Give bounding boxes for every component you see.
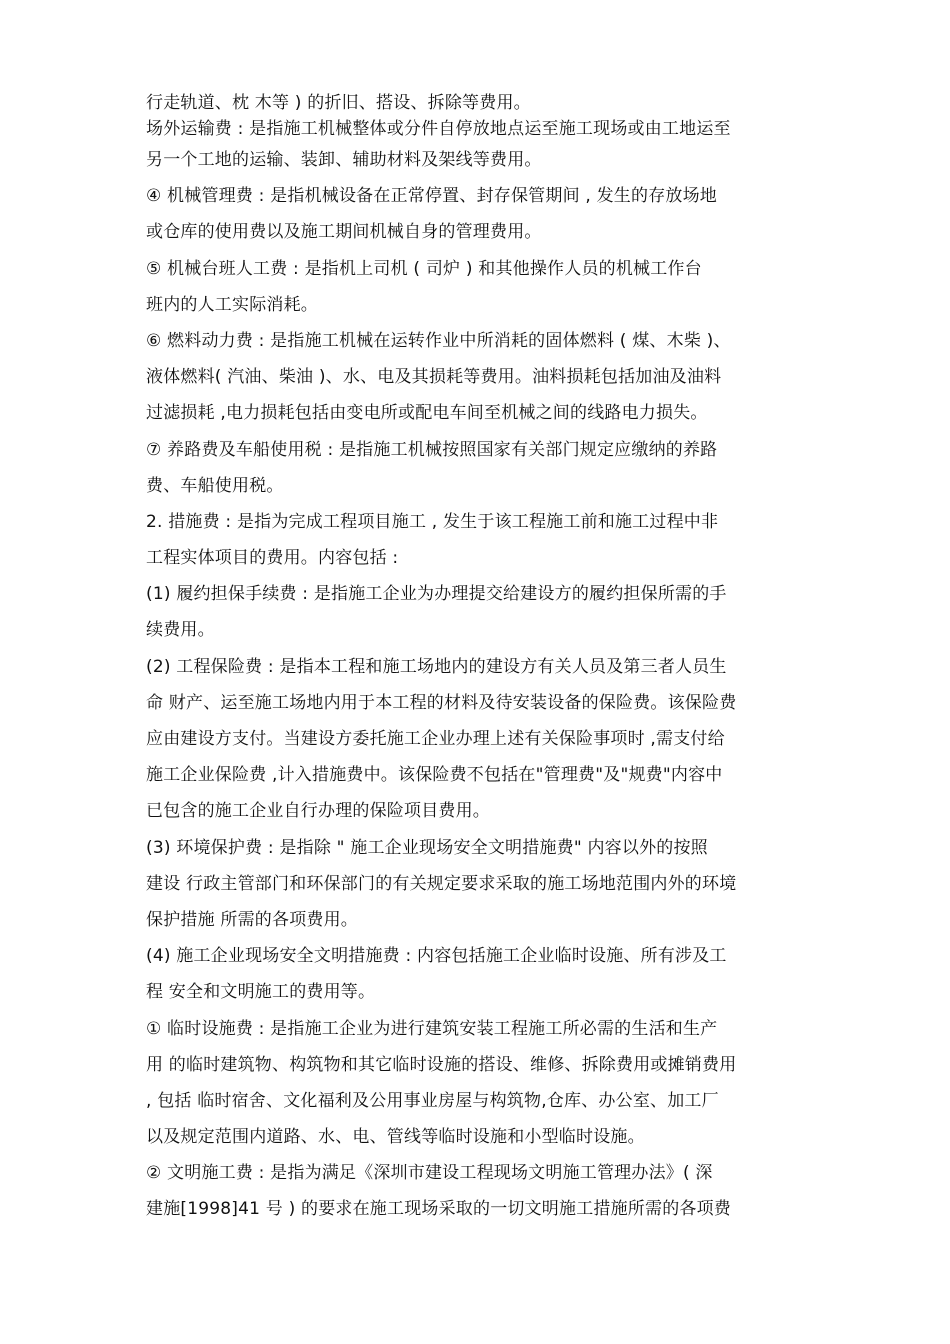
text-line: (4) 施工企业现场安全文明措施费 : 内容包括施工企业临时设施、所有涉及工 [146, 946, 727, 967]
text-line: 建施[1998]41 号 ) 的要求在施工现场采取的一切文明施工措施所需的各项费 [146, 1199, 732, 1220]
text-line: , 包括 临时宿舍、文化福利及公用事业房屋与构筑物,仓库、办公室、加工厂 [146, 1090, 719, 1111]
body-text [146, 90, 816, 1228]
text-line: ② 文明施工费 : 是指为满足《深圳市建设工程现场文明施工管理办法》( 深 [146, 1163, 713, 1184]
text-line: 已包含的施工企业自行办理的保险项目费用。 [146, 801, 490, 822]
text-line: 行走轨道、枕 木等 ) 的折旧、搭设、拆除等费用。 [146, 93, 531, 113]
text-line: 费、车船使用税。 [146, 475, 284, 496]
text-line: ① 临时设施费 : 是指施工企业为进行建筑安装工程施工所必需的生活和生产 [146, 1018, 718, 1039]
text-line: 以及规定范围内道路、水、电、管线等临时设施和小型临时设施。 [146, 1127, 645, 1148]
text-line: 建设 行政主管部门和环保部门的有关规定要求采取的施工场地范围内外的环境 [146, 873, 737, 894]
text-line: 液体燃料( 汽油、柴油 )、水、电及其损耗等费用。油料损耗包括加油及油料 [146, 367, 722, 388]
text-line: ⑤ 机械台班人工费 : 是指机上司机 ( 司炉 ) 和其他操作人员的机械工作台 [146, 258, 702, 279]
text-line: 过滤损耗 ,电力损耗包括由变电所或配电车间至机械之间的线路电力损失。 [146, 403, 708, 424]
text-line: 施工企业保险费 ,计入措施费中。该保险费不包括在"管理费"及"规费"内容中 [146, 765, 723, 786]
text-line: 续费用。 [146, 620, 215, 641]
text-line: ⑥ 燃料动力费 : 是指施工机械在运转作业中所消耗的固体燃料 ( 煤、木柴 )、 [146, 330, 731, 351]
text-line: (1) 履约担保手续费 : 是指施工企业为办理提交给建设方的履约担保所需的手 [146, 584, 727, 605]
text-line: 或仓库的使用费以及施工期间机械自身的管理费用。 [146, 222, 542, 243]
text-line: 命 财产、运至施工场地内用于本工程的材料及待安装设备的保险费。该保险费 [146, 692, 737, 713]
text-line: (2) 工程保险费 : 是指本工程和施工场地内的建设方有关人员及第三者人员生 [146, 656, 727, 677]
text-line: 程 安全和文明施工的费用等。 [146, 982, 376, 1003]
text-line: 保护措施 所需的各项费用。 [146, 909, 359, 930]
text-line: 用 的临时建筑物、构筑物和其它临时设施的搭设、维修、拆除费用或摊销费用 [146, 1054, 737, 1075]
text-line: (3) 环境保护费 : 是指除 " 施工企业现场安全文明措施费" 内容以外的按照 [146, 837, 708, 858]
text-line: ④ 机械管理费 : 是指机械设备在正常停置、封存保管期间 , 发生的存放场地 [146, 186, 717, 207]
text-line: 班内的人工实际消耗。 [146, 294, 318, 315]
text-line: 另一个工地的运输、装卸、辅助材料及架线等费用。 [146, 150, 542, 170]
text-line: 工程实体项目的费用。内容包括 : [146, 548, 399, 569]
text-line: 2. 措施费 : 是指为完成工程项目施工 , 发生于该工程施工前和施工过程中非 [146, 511, 719, 532]
text-line: ⑦ 养路费及车船使用税 : 是指施工机械按照国家有关部门规定应缴纳的养路 [146, 439, 718, 460]
text-line: 应由建设方支付。当建设方委托施工企业办理上述有关保险事项时 ,需支付给 [146, 729, 725, 749]
text-line: 场外运输费 : 是指施工机械整体或分件自停放地点运至施工现场或由工地运至 [146, 119, 731, 139]
